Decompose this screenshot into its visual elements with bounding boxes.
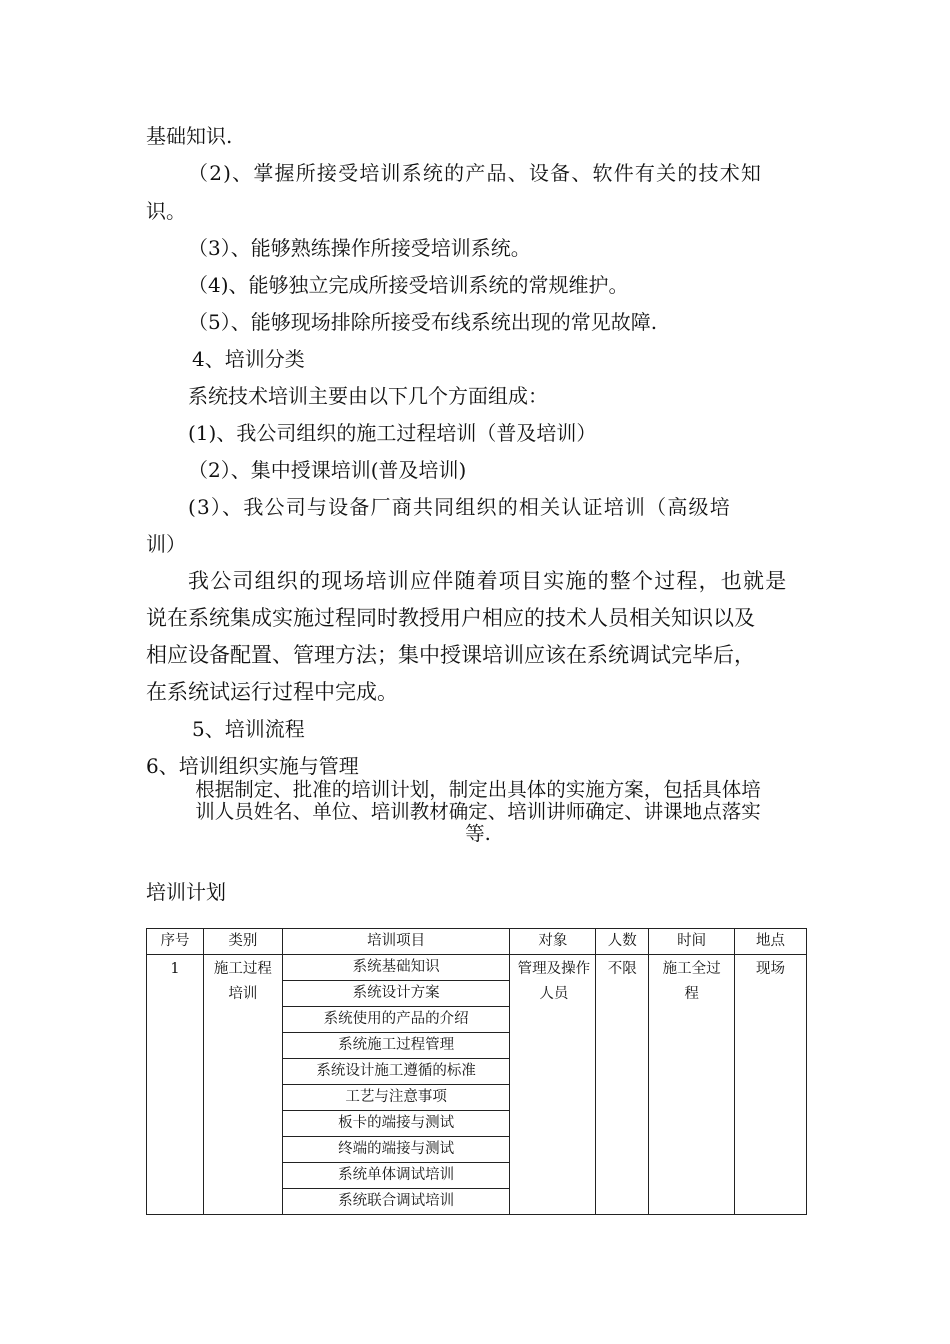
topic-cell: 系统联合调试培训 xyxy=(282,1189,510,1215)
header-topic: 培训项目 xyxy=(282,929,510,955)
training-plan-table xyxy=(146,928,807,1215)
objective-2-line1: （2)、掌握所接受培训系统的产品、设备、软件有关的技术知 xyxy=(188,161,763,185)
topic-cell: 系统基础知识 xyxy=(282,955,510,981)
paragraph-continuation: 基础知识. xyxy=(146,124,233,148)
objective-3: （3）、能够熟练操作所接受培训系统。 xyxy=(188,236,531,260)
section-heading-4: 4、培训分类 xyxy=(192,347,305,371)
topic-cell: 板卡的端接与测试 xyxy=(282,1111,510,1137)
plan-title: 培训计划 xyxy=(146,880,226,904)
objective-4: （4)、能够独立完成所接受培训系统的常规维护。 xyxy=(188,273,629,297)
topic-cell: 工艺与注意事项 xyxy=(282,1085,510,1111)
section-heading-5: 5、培训流程 xyxy=(192,717,305,741)
implementation-line2: 训人员姓名、单位、培训教材确定、培训讲师确定、讲课地点落实 xyxy=(195,800,761,823)
header-no: 序号 xyxy=(147,929,204,955)
category-2: （2）、集中授课培训(普及培训) xyxy=(188,458,467,482)
topic-cell: 系统设计施工遵循的标准 xyxy=(282,1059,510,1085)
header-category: 类别 xyxy=(203,929,282,955)
table-header-row xyxy=(147,929,807,955)
cell-place: 现场 xyxy=(735,955,807,1215)
cell-no: 1 xyxy=(147,955,204,1215)
category-1: (1)、我公司组织的施工过程培训（普及培训） xyxy=(188,421,597,445)
onsite-paragraph-line4: 在系统试运行过程中完成。 xyxy=(146,680,398,704)
objective-2-line2: 识。 xyxy=(146,199,186,223)
cell-category: 施工过程培训 xyxy=(203,955,282,1215)
cell-audience: 管理及操作人员 xyxy=(510,955,596,1215)
category-3-line2: 训） xyxy=(146,532,186,556)
cell-count: 不限 xyxy=(596,955,649,1215)
topic-cell: 系统使用的产品的介绍 xyxy=(282,1007,510,1033)
implementation-line3: 等. xyxy=(465,822,491,845)
topic-cell: 系统施工过程管理 xyxy=(282,1033,510,1059)
category-intro: 系统技术培训主要由以下几个方面组成： xyxy=(188,384,548,408)
section-heading-6: 6、培训组织实施与管理 xyxy=(146,754,359,778)
topic-cell: 终端的端接与测试 xyxy=(282,1137,510,1163)
objective-5: （5）、能够现场排除所接受布线系统出现的常见故障. xyxy=(188,310,658,334)
header-time: 时间 xyxy=(649,929,735,955)
category-3-line1: (3）、我公司与设备厂商共同组织的相关认证培训（高级培 xyxy=(188,495,731,519)
topic-cell: 系统设计方案 xyxy=(282,981,510,1007)
implementation-line1: 根据制定、批准的培训计划，制定出具体的实施方案，包括具体培 xyxy=(195,778,761,801)
onsite-paragraph-line3: 相应设备配置、管理方法；集中授课培训应该在系统调试完毕后， xyxy=(146,643,755,667)
cell-time: 施工全过程 xyxy=(649,955,735,1215)
header-place: 地点 xyxy=(735,929,807,955)
onsite-paragraph-line1: 我公司组织的现场培训应伴随着项目实施的整个过程，也就是 xyxy=(188,569,788,593)
onsite-paragraph-line2: 说在系统集成实施过程同时教授用户相应的技术人员相关知识以及 xyxy=(146,606,755,630)
table-row xyxy=(147,955,807,981)
implementation-paragraph xyxy=(148,779,808,845)
topic-cell: 系统单体调试培训 xyxy=(282,1163,510,1189)
header-count: 人数 xyxy=(596,929,649,955)
header-audience: 对象 xyxy=(510,929,596,955)
